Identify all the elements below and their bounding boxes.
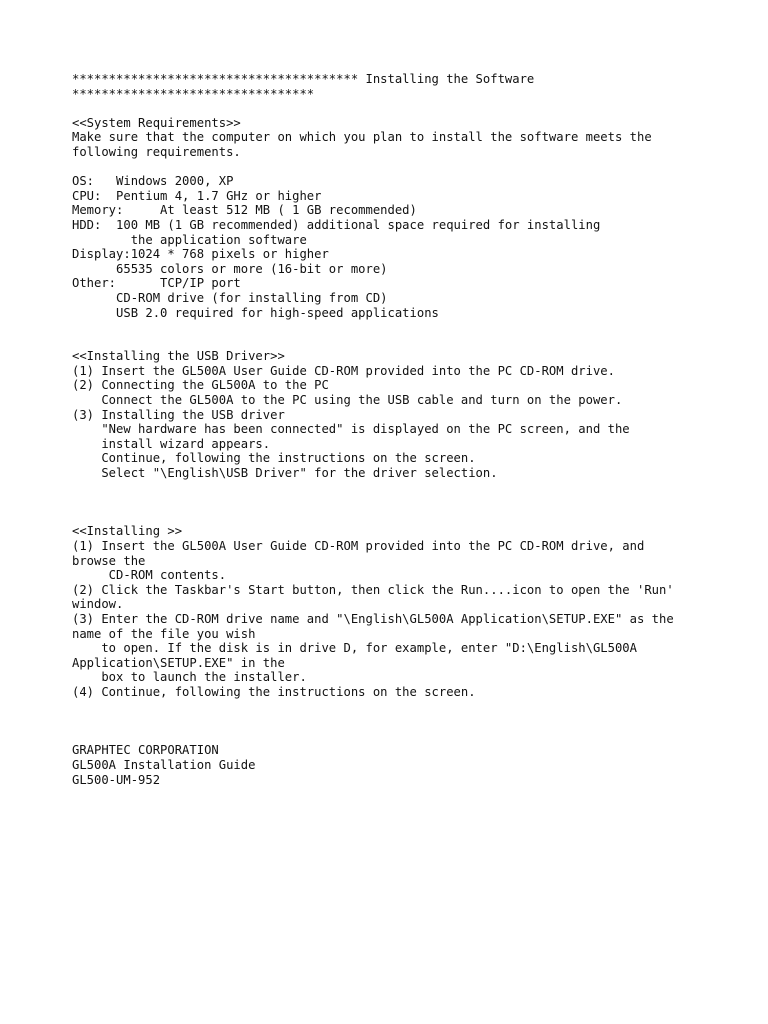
usb-driver-heading: <<Installing the USB Driver>> (72, 349, 285, 364)
requirement-display-1: Display:1024 * 768 pixels or higher (72, 247, 329, 262)
usb-driver-step-3-detail-2: install wizard appears. (72, 436, 271, 451)
spacer (72, 495, 752, 510)
system-requirements-intro-2: following requirements. (72, 144, 241, 159)
installing-step-3c: to open. If the disk is in drive D, for example, enter "D:\English\GL500A (72, 641, 637, 656)
installing-step-3d: Application\SETUP.EXE" in the (72, 655, 285, 670)
usb-driver-step-3-detail-3: Continue, following the instructions on the screen. (72, 451, 476, 466)
usb-driver-step-2: (2) Connecting the GL500A to the PC (72, 378, 329, 393)
installing-step-1a: (1) Insert the GL500A User Guide CD-ROM provided into the PC CD-ROM drive, and (72, 539, 645, 553)
installing-step-2b: window. (72, 597, 124, 612)
spacer (72, 714, 752, 729)
spacer (72, 481, 752, 496)
header-line-2: ********************************* (72, 86, 315, 101)
requirement-os: OS: Windows 2000, XP (72, 174, 234, 189)
requirement-hdd-1: HDD: 100 MB (1 GB recommended) additional space required for installing (72, 217, 601, 232)
installing-step-4: (4) Continue, following the instructions on the screen. (72, 684, 476, 699)
installing-step-1c: CD-ROM contents. (72, 568, 227, 583)
spacer (72, 510, 752, 525)
spacer (72, 335, 752, 350)
spacer (72, 101, 752, 116)
usb-driver-step-1: (1) Insert the GL500A User Guide CD-ROM provided into the PC CD-ROM drive. (72, 363, 615, 378)
installing-step-3b: name of the file you wish (72, 626, 256, 641)
spacer (72, 729, 752, 744)
requirement-memory: Memory: At least 512 MB ( 1 GB recommended) (72, 203, 417, 218)
installing-step-3e: box to launch the installer. (72, 670, 307, 685)
footer-doc-number: GL500-UM-952 (72, 772, 161, 787)
requirement-other-2: CD-ROM drive (for installing from CD) (72, 290, 388, 305)
usb-driver-step-3-detail-4: Select "\English\USB Driver" for the driver selection. (72, 466, 498, 481)
requirement-other-3: USB 2.0 required for high-speed applications (72, 305, 439, 320)
footer-company: GRAPHTEC CORPORATION (72, 743, 219, 758)
installing-step-2a: (2) Click the Taskbar's Start button, then click the Run....icon to open the 'Run' (72, 582, 674, 597)
usb-driver-step-3-detail-1: "New hardware has been connected" is displayed on the PC screen, and the (72, 422, 630, 437)
usb-driver-step-2-detail: Connect the GL500A to the PC using the USB cable and turn on the power. (72, 393, 623, 408)
spacer (72, 160, 752, 175)
usb-driver-step-3: (3) Installing the USB driver (72, 407, 285, 422)
installing-heading: <<Installing >> (72, 524, 183, 539)
requirement-cpu: CPU: Pentium 4, 1.7 GHz or higher (72, 188, 322, 203)
installing-step-3a: (3) Enter the CD-ROM drive name and "\English\GL500A Application\SETUP.EXE" as the (72, 611, 674, 626)
requirement-hdd-2: the application software (72, 232, 307, 247)
requirement-other-1: Other: TCP/IP port (72, 276, 241, 291)
system-requirements-intro-1: Make sure that the computer on which you plan to install the software meets the (72, 130, 652, 145)
header-line-1: *************************************** Installing the Software (72, 72, 535, 86)
spacer (72, 700, 752, 715)
requirement-display-2: 65535 colors or more (16-bit or more) (72, 261, 388, 276)
installing-step-1b: browse the (72, 553, 146, 568)
system-requirements-heading: <<System Requirements>> (72, 115, 241, 130)
document-page (72, 72, 752, 787)
spacer (72, 320, 752, 335)
footer-guide-title: GL500A Installation Guide (72, 757, 256, 772)
